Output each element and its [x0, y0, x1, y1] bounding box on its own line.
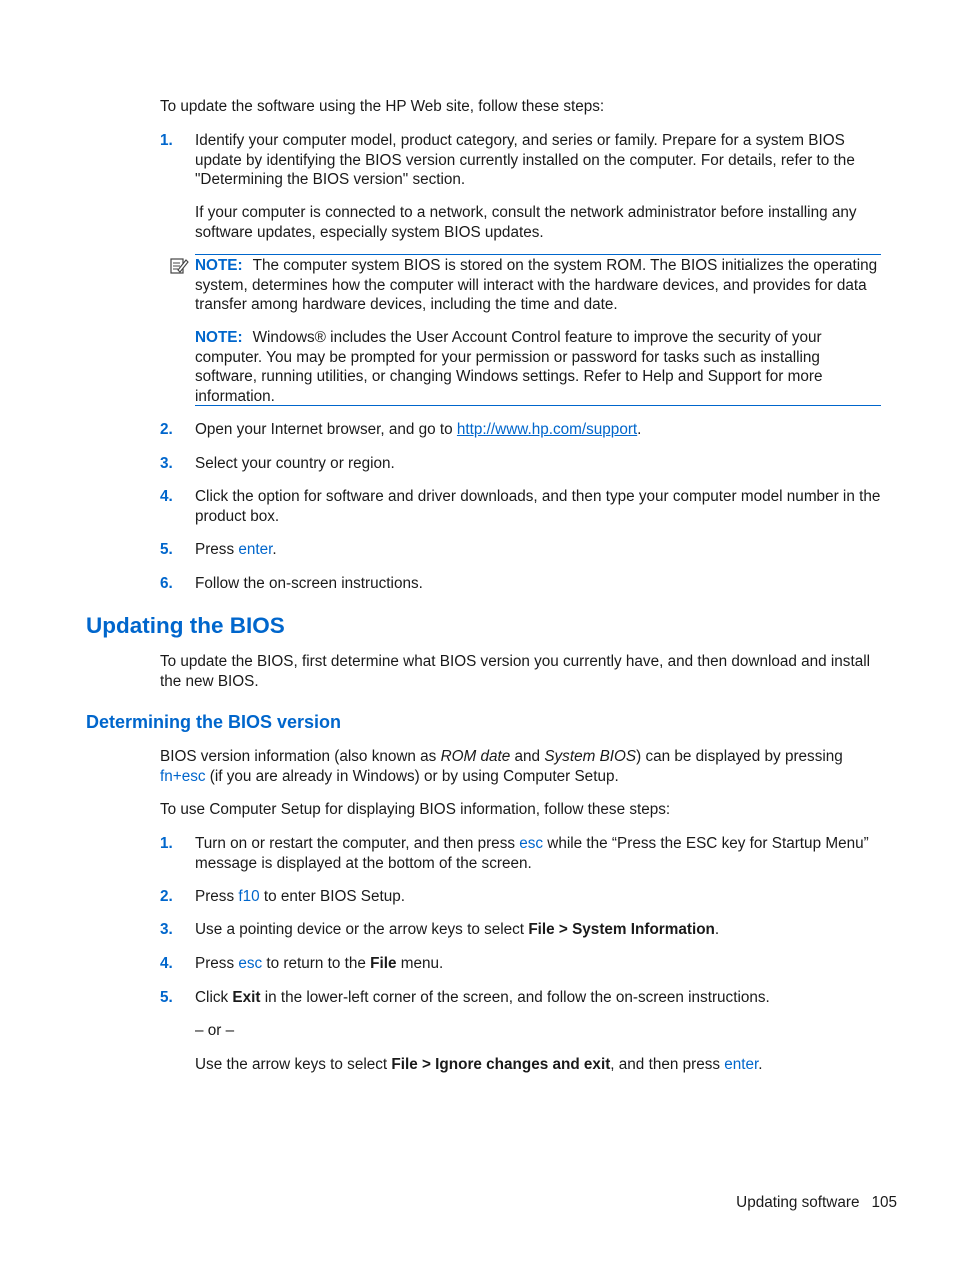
text-part: and: [510, 748, 545, 765]
text-part: to return to the: [262, 955, 371, 972]
text-bold: Exit: [232, 989, 261, 1006]
subsection-paragraph: To use Computer Setup for displaying BIOS information, follow these steps:: [160, 801, 671, 818]
step-subparagraph: If your computer is connected to a network, consult the network administrator before installing any software updates, especially system BIOS updates.: [195, 204, 857, 241]
subsection-paragraph: [160, 747, 885, 786]
note-paragraph: [195, 328, 881, 406]
text-part: Use a pointing device or the arrow keys to select: [195, 921, 529, 938]
step-text: [195, 420, 885, 440]
text-part: in the lower-left corner of the screen, and follow the on-screen instructions.: [260, 989, 770, 1006]
step-text-part: Open your Internet browser, and go to: [195, 421, 457, 438]
step-text: [195, 988, 885, 1008]
note-label: NOTE:: [195, 257, 243, 274]
step-text: [195, 887, 885, 907]
text-bold: File: [370, 955, 397, 972]
note-paragraph: [195, 256, 881, 315]
step-number: 1.: [160, 835, 173, 852]
text-italic: System BIOS: [544, 748, 637, 765]
note-text: Windows® includes the User Account Control feature to improve the security of your computer. You may be prompted for your permission or password for tasks such as installing software, running utilities, or changing Windows settings. Refer to Help and Support for more information.: [195, 329, 823, 405]
text-part: Click: [195, 989, 233, 1006]
step-number: 2.: [160, 888, 173, 905]
page-footer: [736, 1193, 897, 1213]
step-number: 3.: [160, 921, 173, 938]
hp-support-link[interactable]: http://www.hp.com/support: [456, 421, 638, 438]
text-part: Use the arrow keys to select: [195, 1056, 392, 1073]
step-number: 5.: [160, 541, 173, 558]
section-heading: Updating the BIOS: [86, 613, 285, 638]
text-part: BIOS version information (also known as: [160, 748, 441, 765]
text-part: , and then press: [610, 1056, 725, 1073]
text-part: .: [714, 921, 720, 938]
text-italic: ROM date: [440, 748, 511, 765]
step-text: Identify your computer model, product category, and series or family. Prepare for a system BIOS update by identifying the BIOS version currently installed on the computer. For details, refer to the "Determining the BIOS version" section.: [195, 132, 855, 188]
text-part: while the “Press the ESC key for Startup Menu” message is displayed at the bottom of the screen.: [195, 835, 869, 872]
page-number: 105: [871, 1194, 897, 1211]
text-bold: File > Ignore changes and exit: [391, 1056, 611, 1073]
step-text: [195, 954, 885, 974]
text-part: Press: [195, 888, 239, 905]
step-text-part: .: [637, 421, 642, 438]
text-part: Turn on or restart the computer, and then press: [195, 835, 520, 852]
subsection-heading: Determining the BIOS version: [86, 712, 342, 732]
key-fn-esc: fn+esc: [160, 767, 206, 785]
step-text-part: .: [272, 541, 277, 558]
step-text: Select your country or region.: [195, 455, 395, 472]
step-number: 6.: [160, 575, 173, 592]
or-separator: – or –: [195, 1022, 235, 1039]
note-box: [195, 254, 881, 406]
text-part: Press: [195, 955, 239, 972]
step-number: 5.: [160, 989, 173, 1006]
step-number: 2.: [160, 421, 173, 438]
step-text: Click the option for software and driver downloads, and then type your computer model number in the product box.: [195, 488, 881, 525]
text-part: .: [758, 1056, 763, 1073]
footer-section: Updating software: [736, 1194, 860, 1211]
note-text: The computer system BIOS is stored on the system ROM. The BIOS initializes the operating system, determines how the computer will interact with the hardware devices, and provides for data transfer among hardware devices, including the time and date.: [195, 257, 878, 313]
text-part: to enter BIOS Setup.: [259, 888, 406, 905]
step-text: [195, 920, 885, 940]
intro-paragraph: To update the software using the HP Web site, follow these steps:: [160, 98, 605, 115]
key-enter: enter: [238, 541, 273, 558]
step-number: 4.: [160, 488, 173, 505]
key-enter: enter: [724, 1056, 759, 1073]
step-number: 4.: [160, 955, 173, 972]
step-number: 3.: [160, 455, 173, 472]
key-esc: esc: [519, 835, 544, 852]
note-label: NOTE:: [195, 329, 243, 346]
step-alt-text: [195, 1055, 885, 1075]
step-text: [195, 834, 885, 873]
section-paragraph: To update the BIOS, first determine what BIOS version you currently have, and then download and install the new BIOS.: [160, 653, 871, 690]
step-text: [195, 540, 885, 560]
key-f10: f10: [238, 888, 260, 905]
step-text: Follow the on-screen instructions.: [195, 575, 423, 592]
text-part: (if you are already in Windows) or by using Computer Setup.: [205, 767, 619, 785]
text-part: menu.: [396, 955, 444, 972]
text-part: ) can be displayed by pressing: [636, 748, 843, 765]
text-bold: File > System Information: [528, 921, 715, 938]
step-number: 1.: [160, 132, 173, 149]
key-esc: esc: [238, 955, 263, 972]
step-text-part: Press: [195, 541, 239, 558]
note-icon: [169, 256, 189, 276]
